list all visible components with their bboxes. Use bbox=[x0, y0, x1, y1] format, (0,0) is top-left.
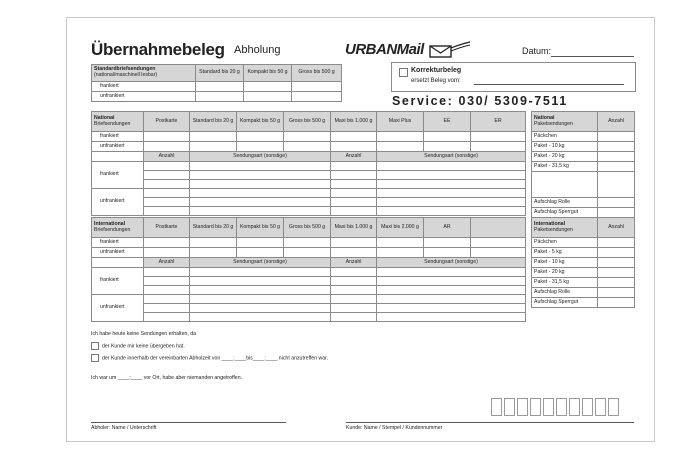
input-cell[interactable] bbox=[598, 268, 635, 278]
international-col: Standard bis 20 g bbox=[190, 218, 237, 238]
digit-box[interactable] bbox=[556, 398, 567, 416]
input-cell[interactable] bbox=[598, 248, 635, 258]
input-cell[interactable] bbox=[144, 162, 190, 171]
digit-box[interactable] bbox=[504, 398, 515, 416]
sonst-row-label: frankiert bbox=[92, 268, 144, 295]
notes-visit: Ich war um ____:____ vor Ort, habe aber niemanden angetroffen. bbox=[91, 375, 243, 381]
input-cell[interactable] bbox=[244, 92, 292, 102]
input-cell[interactable] bbox=[331, 198, 377, 207]
input-cell[interactable] bbox=[190, 248, 237, 258]
input-cell[interactable] bbox=[237, 132, 284, 142]
input-cell[interactable] bbox=[190, 189, 331, 198]
datum-line[interactable] bbox=[551, 56, 634, 57]
international-col: Maxi bis 2.000 g bbox=[377, 218, 424, 238]
input-cell[interactable] bbox=[377, 295, 526, 304]
input-cell[interactable] bbox=[598, 198, 635, 208]
standard-col-standard: Standard bis 20 g bbox=[196, 65, 244, 82]
input-cell[interactable] bbox=[377, 207, 526, 216]
digit-box[interactable] bbox=[543, 398, 554, 416]
paket-item: Aufschlag Sperrgut bbox=[532, 208, 598, 218]
input-cell[interactable] bbox=[377, 286, 526, 295]
digit-box[interactable] bbox=[595, 398, 606, 416]
national-col: Maxi Plus bbox=[377, 112, 424, 132]
input-cell[interactable] bbox=[424, 142, 471, 152]
paket-item: Aufschlag Rolle bbox=[532, 288, 598, 298]
input-cell[interactable] bbox=[144, 286, 190, 295]
correction-date-line[interactable] bbox=[474, 84, 624, 85]
input-cell[interactable] bbox=[244, 82, 292, 92]
input-cell[interactable] bbox=[190, 198, 331, 207]
input-cell[interactable] bbox=[284, 142, 331, 152]
notes-option1: der Kunde mir keine übergeben hat. bbox=[91, 342, 185, 350]
input-cell[interactable] bbox=[144, 189, 190, 198]
input-cell[interactable] bbox=[190, 171, 331, 180]
input-cell[interactable] bbox=[377, 180, 526, 189]
input-cell[interactable] bbox=[377, 171, 526, 180]
input-cell[interactable] bbox=[331, 132, 377, 142]
input-cell[interactable] bbox=[598, 208, 635, 218]
paket-item: Paket - 20 kg bbox=[532, 152, 598, 162]
sonst-header-art: Sendungsart (sonstige) bbox=[190, 258, 331, 268]
input-cell[interactable] bbox=[331, 268, 377, 277]
input-cell[interactable] bbox=[144, 132, 190, 142]
national-title: National Briefsendungen bbox=[92, 112, 144, 132]
input-cell[interactable] bbox=[284, 132, 331, 142]
input-cell[interactable] bbox=[190, 142, 237, 152]
national-col: Gross bis 500 g bbox=[284, 112, 331, 132]
urbanmail-logo bbox=[345, 41, 471, 59]
sonst-header-anzahl: Anzahl bbox=[144, 258, 190, 268]
international-row-label: unfrankiert bbox=[92, 248, 144, 258]
input-cell[interactable] bbox=[331, 286, 377, 295]
digit-box[interactable] bbox=[517, 398, 528, 416]
international-table bbox=[91, 217, 526, 322]
form-subtitle: Abholung bbox=[234, 44, 281, 56]
input-cell[interactable] bbox=[598, 162, 635, 172]
input-cell[interactable] bbox=[190, 180, 331, 189]
input-cell[interactable] bbox=[331, 180, 377, 189]
sonst-row-label: unfrankiert bbox=[92, 189, 144, 216]
standard-table bbox=[91, 64, 342, 102]
correction-title: Korrekturbeleg bbox=[411, 67, 462, 74]
input-cell[interactable] bbox=[190, 238, 237, 248]
input-cell[interactable] bbox=[377, 162, 526, 171]
international-paket-table bbox=[531, 217, 635, 308]
national-row-label: frankiert bbox=[92, 132, 144, 142]
input-cell[interactable] bbox=[331, 304, 377, 313]
input-cell[interactable] bbox=[284, 238, 331, 248]
input-cell[interactable] bbox=[377, 198, 526, 207]
input-cell[interactable] bbox=[237, 248, 284, 258]
national-col: EE bbox=[424, 112, 471, 132]
input-cell[interactable] bbox=[471, 132, 526, 142]
input-cell[interactable] bbox=[144, 313, 190, 322]
national-col: Postkarte bbox=[144, 112, 190, 132]
national-paket-table bbox=[531, 111, 635, 218]
service-phone: Service: 030/ 5309-7511 bbox=[392, 94, 568, 108]
input-cell[interactable] bbox=[190, 304, 331, 313]
digit-box[interactable] bbox=[491, 398, 502, 416]
standard-row-label: unfrankiert bbox=[92, 92, 196, 102]
digit-box[interactable] bbox=[569, 398, 580, 416]
sonst-header-art: Sendungsart (sonstige) bbox=[190, 152, 331, 162]
notes-intro: Ich habe heute keine Sendungen erhalten, da bbox=[91, 331, 196, 337]
input-cell[interactable] bbox=[144, 277, 190, 286]
paket-item: Aufschlag Rolle bbox=[532, 198, 598, 208]
input-cell[interactable] bbox=[598, 288, 635, 298]
input-cell[interactable] bbox=[377, 132, 424, 142]
digit-box[interactable] bbox=[530, 398, 541, 416]
datum-label: Datum: bbox=[522, 46, 552, 56]
paket-item bbox=[532, 172, 598, 198]
input-cell[interactable] bbox=[284, 248, 331, 258]
spacer-cell bbox=[92, 258, 144, 268]
input-cell[interactable] bbox=[424, 248, 471, 258]
input-cell[interactable] bbox=[144, 180, 190, 189]
input-cell[interactable] bbox=[471, 142, 526, 152]
national-col: Kompakt bis 50 g bbox=[237, 112, 284, 132]
input-cell[interactable] bbox=[292, 82, 342, 92]
paket-item: Paket - 5 kg bbox=[532, 248, 598, 258]
input-cell[interactable] bbox=[598, 132, 635, 142]
paket-item: Paket - 31,5 kg bbox=[532, 162, 598, 172]
national-paket-title: National Paketsendungen bbox=[532, 112, 598, 132]
standard-title: Standardbriefsendungen (national/maschinell lesbar) bbox=[92, 65, 196, 82]
input-cell[interactable] bbox=[377, 304, 526, 313]
input-cell[interactable] bbox=[331, 207, 377, 216]
sonst-row-label: frankiert bbox=[92, 162, 144, 189]
input-cell[interactable] bbox=[471, 238, 526, 248]
paket-item: Päckchen bbox=[532, 132, 598, 142]
input-cell[interactable] bbox=[144, 248, 190, 258]
input-cell[interactable] bbox=[331, 162, 377, 171]
input-cell[interactable] bbox=[144, 142, 190, 152]
kunde-signature-line[interactable] bbox=[346, 422, 634, 423]
input-cell[interactable] bbox=[144, 268, 190, 277]
input-cell[interactable] bbox=[190, 207, 331, 216]
input-cell[interactable] bbox=[190, 268, 331, 277]
input-cell[interactable] bbox=[292, 92, 342, 102]
national-col: Standard bis 20 g bbox=[190, 112, 237, 132]
option2-checkbox[interactable] bbox=[91, 354, 99, 362]
input-cell[interactable] bbox=[144, 207, 190, 216]
input-cell[interactable] bbox=[331, 142, 377, 152]
form-title: Übernahmebeleg bbox=[91, 40, 225, 59]
input-cell[interactable] bbox=[598, 152, 635, 162]
standard-col-gross: Gross bis 500 g bbox=[292, 65, 342, 82]
input-cell[interactable] bbox=[190, 295, 331, 304]
paket-item: Paket - 20 kg bbox=[532, 268, 598, 278]
input-cell[interactable] bbox=[196, 92, 244, 102]
input-cell[interactable] bbox=[144, 304, 190, 313]
input-cell[interactable] bbox=[331, 295, 377, 304]
international-title: International Briefsendungen bbox=[92, 218, 144, 238]
paket-item: Paket - 10 kg bbox=[532, 258, 598, 268]
national-col: ER bbox=[471, 112, 526, 132]
input-cell[interactable] bbox=[331, 248, 377, 258]
national-table bbox=[91, 111, 526, 216]
input-cell[interactable] bbox=[190, 313, 331, 322]
paket-item: Aufschlag Sperrgut bbox=[532, 298, 598, 308]
sonst-header-anzahl: Anzahl bbox=[331, 258, 377, 268]
abholer-signature-line[interactable] bbox=[91, 422, 286, 423]
national-row-label: unfrankiert bbox=[92, 142, 144, 152]
notes-option2: der Kunde innerhalb der vereinbarten Abholzeit von ____:____bis____:____ nicht anzutreffen war. bbox=[91, 354, 328, 362]
input-cell[interactable] bbox=[196, 82, 244, 92]
sonst-header-anzahl: Anzahl bbox=[331, 152, 377, 162]
customer-number-boxes[interactable] bbox=[491, 398, 621, 421]
correction-subtitle: ersetzt Beleg vom: bbox=[411, 78, 461, 84]
international-col: Maxi bis 1.000 g bbox=[331, 218, 377, 238]
international-col: Postkarte bbox=[144, 218, 190, 238]
paket-item: Paket - 10 kg bbox=[532, 142, 598, 152]
international-col: Kompakt bis 50 g bbox=[237, 218, 284, 238]
input-cell[interactable] bbox=[377, 189, 526, 198]
input-cell[interactable] bbox=[331, 171, 377, 180]
input-cell[interactable] bbox=[331, 277, 377, 286]
international-col: AR bbox=[424, 218, 471, 238]
logo-text: URBANMail bbox=[345, 41, 424, 59]
international-col: Gross bis 500 g bbox=[284, 218, 331, 238]
input-cell[interactable] bbox=[377, 313, 526, 322]
paket-item: Päckchen bbox=[532, 238, 598, 248]
international-paket-anzahl: Anzahl bbox=[598, 218, 635, 238]
national-col: Maxi bis 1.000 g bbox=[331, 112, 377, 132]
input-cell[interactable] bbox=[377, 238, 424, 248]
input-cell[interactable] bbox=[377, 277, 526, 286]
national-paket-anzahl: Anzahl bbox=[598, 112, 635, 132]
correction-checkbox[interactable] bbox=[399, 68, 408, 77]
sonst-header-anzahl: Anzahl bbox=[144, 152, 190, 162]
international-paket-title: International Paketsendungen bbox=[532, 218, 598, 238]
input-cell[interactable] bbox=[331, 238, 377, 248]
input-cell[interactable] bbox=[377, 142, 424, 152]
digit-box[interactable] bbox=[582, 398, 593, 416]
input-cell[interactable] bbox=[237, 238, 284, 248]
digit-box[interactable] bbox=[608, 398, 619, 416]
input-cell[interactable] bbox=[144, 171, 190, 180]
standard-col-kompakt: Kompakt bis 50 g bbox=[244, 65, 292, 82]
input-cell[interactable] bbox=[424, 238, 471, 248]
input-cell[interactable] bbox=[377, 268, 526, 277]
form-sheet bbox=[66, 17, 655, 442]
input-cell[interactable] bbox=[144, 198, 190, 207]
input-cell[interactable] bbox=[144, 295, 190, 304]
input-cell[interactable] bbox=[190, 277, 331, 286]
standard-row-label: frankiert bbox=[92, 82, 196, 92]
input-cell[interactable] bbox=[237, 142, 284, 152]
input-cell[interactable] bbox=[598, 258, 635, 268]
input-cell[interactable] bbox=[190, 132, 237, 142]
input-cell[interactable] bbox=[424, 132, 471, 142]
input-cell[interactable] bbox=[598, 238, 635, 248]
input-cell[interactable] bbox=[598, 142, 635, 152]
correction-box bbox=[391, 62, 636, 92]
sonst-header-art: Sendungsart (sonstige) bbox=[377, 258, 526, 268]
international-col bbox=[471, 218, 526, 238]
sonst-row-label: unfrankiert bbox=[92, 295, 144, 322]
input-cell[interactable] bbox=[598, 172, 635, 198]
international-row-label: frankiert bbox=[92, 238, 144, 248]
abholer-label: Abholer: Name / Unterschrift bbox=[91, 425, 157, 431]
input-cell[interactable] bbox=[144, 238, 190, 248]
input-cell[interactable] bbox=[331, 189, 377, 198]
input-cell[interactable] bbox=[598, 278, 635, 288]
input-cell[interactable] bbox=[331, 313, 377, 322]
paket-item: Paket - 31,5 kg bbox=[532, 278, 598, 288]
input-cell[interactable] bbox=[190, 162, 331, 171]
kunde-label: Kunde: Name / Stempel / Kundennummer bbox=[346, 425, 443, 431]
spacer-cell bbox=[92, 152, 144, 162]
input-cell[interactable] bbox=[190, 286, 331, 295]
input-cell[interactable] bbox=[471, 248, 526, 258]
sonst-header-art: Sendungsart (sonstige) bbox=[377, 152, 526, 162]
envelope-icon bbox=[429, 41, 471, 59]
input-cell[interactable] bbox=[377, 248, 424, 258]
option1-checkbox[interactable] bbox=[91, 342, 99, 350]
input-cell[interactable] bbox=[598, 298, 635, 308]
